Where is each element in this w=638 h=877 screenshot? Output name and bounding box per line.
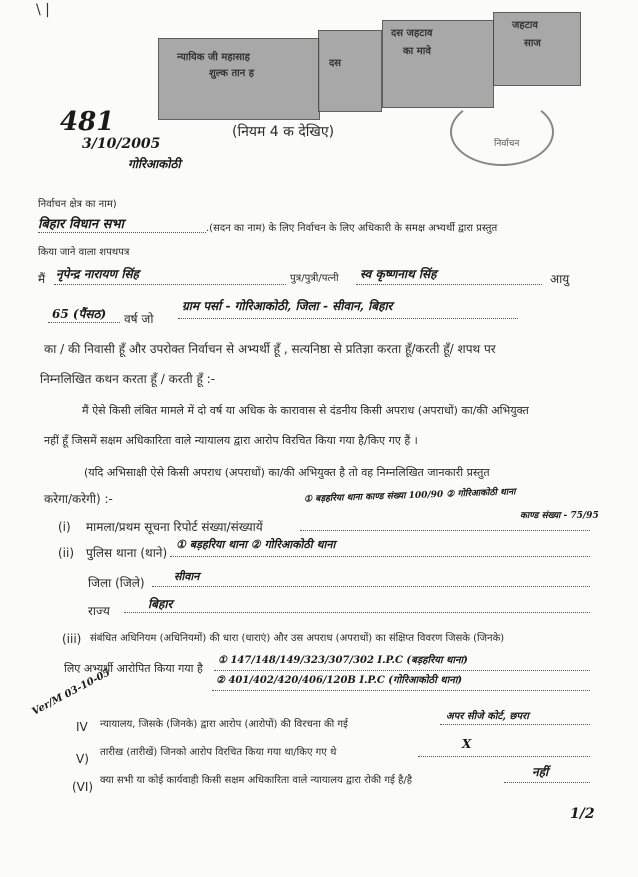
item-iii-label-2: लिए अभ्यर्थी आरोपित किया गया है — [64, 662, 203, 675]
item-iv-line — [440, 724, 590, 725]
item-iii-line-2 — [212, 690, 590, 691]
statement-para-2a: (यदि अभिसाक्षी ऐसे किसी अपराध (अपराधों) का/की अभियुक्त है तो वह निम्नलिखित जानकारी प्रस्तुत — [84, 466, 490, 479]
district-label: जिला (जिले) — [88, 576, 145, 590]
item-vi-label: क्या सभी या कोई कार्यवाही किसी सक्षम अधिकारिता वाले न्यायालय द्वारा रोकी गई है/है — [100, 775, 413, 786]
statement-para-2b: करेगा/करेगी) :- — [44, 492, 113, 506]
handwritten-place: गोरिआकोठी — [128, 157, 181, 171]
relation-label: पुत्र/पुत्री/पत्नी — [290, 273, 339, 284]
item-iii-label: संबंधित अधिनियम (अधिनियमों) की धारा (धाराएं) और उस अपराध (अपराधों) का संक्षिप्त विवरण जिसके (जिनके) — [90, 633, 505, 644]
court-fee-stamp-3 — [382, 20, 494, 108]
name-line — [54, 284, 286, 285]
item-i-value-2: काण्ड संख्या - 75/95 — [520, 511, 599, 521]
item-v-label: तारीख (तारीखें) जिनको आरोप विरचित किया गया था/किए गए थे — [100, 747, 337, 758]
item-iv-value: अपर सीजे कोर्ट, छपरा — [446, 711, 529, 722]
rule-heading: (नियम 4 क देखिए) — [232, 124, 335, 140]
stamp-subtext: का मावे — [403, 46, 431, 57]
item-vi-line — [504, 782, 590, 783]
statement-para-1a: मैं ऐसे किसी लंबित मामले में दो वर्ष या अधिक के कारावास से दंडनीय किसी अपराध (अपराधों) का/की अभियुक्त — [82, 404, 529, 417]
house-rest: .(सदन का नाम) के लिए निर्वाचन के लिए अधिकारी के समक्ष अभ्यर्थी द्वारा प्रस्तुत — [206, 223, 498, 234]
item-ii-value: ① बड़हरिया थाना ② गोरिआकोठी थाना — [176, 538, 336, 551]
stamp-text: न्यायिक जी महासाह — [177, 52, 250, 63]
stamp-text: दस जहटाव — [391, 28, 433, 39]
court-fee-stamp-2 — [318, 30, 382, 112]
item-v-value: X — [462, 737, 472, 751]
stamp-text: दस — [329, 58, 342, 69]
item-vi-number: (VI) — [72, 780, 94, 794]
district-line — [152, 586, 590, 587]
item-iv-number: IV — [76, 720, 88, 734]
handwritten-date: 3/10/2005 — [82, 136, 161, 152]
court-fee-stamp-4 — [493, 12, 581, 86]
house-name: बिहार विधान सभा — [38, 217, 124, 232]
item-ii-line — [170, 556, 590, 557]
item-i-value: ① बड़हरिया थाना काण्ड संख्या 100/90 ② गोरिआकोठी थाना — [303, 487, 516, 505]
item-iii-value: ① 147/148/149/323/307/302 I.P.C (बड़हरिया थाना) — [218, 655, 468, 666]
state-label: राज्य — [88, 604, 110, 618]
district-value: सीवान — [174, 570, 200, 583]
item-ii-label: पुलिस थाना (थाने) — [86, 546, 168, 560]
state-value: बिहार — [148, 597, 173, 611]
candidate-name: नृपेन्द्र नारायण सिंह — [56, 267, 139, 281]
statement-para-1b: नहीं हूँ जिसमें सक्षम अधिकारिता वाले न्यायालय द्वारा आरोप विरचित किया गया है/किए गए हैं । — [44, 434, 418, 447]
stamp-subtext: साज — [524, 38, 541, 49]
item-iv-label: न्यायालय, जिसके (जिनके) द्वारा आरोप (आरोपों) की विरचना की गई — [100, 719, 348, 730]
constituency-label: निर्वाचन क्षेत्र का नाम) — [38, 199, 117, 210]
age-label: आयु — [550, 272, 570, 286]
serial-number: 481 — [60, 107, 115, 137]
seal-text: निर्वाचन — [494, 139, 520, 149]
item-iii-line — [214, 670, 590, 671]
stamp-text: जहटाव — [512, 20, 538, 31]
father-line — [356, 284, 542, 285]
affirmation-line: का / की निवासी हूँ और उपरोक्त निर्वाचन से अभ्यर्थी हूँ , सत्यनिष्ठा से प्रतिज्ञा करता हूँ/करती हूँ/ शपथ पर — [44, 342, 496, 356]
official-seal — [450, 98, 554, 166]
address-line — [178, 318, 518, 319]
father-name: स्व कृष्णनाथ सिंह — [360, 267, 437, 281]
item-i-number: (i) — [58, 520, 71, 534]
item-iii-value-2: ② 401/402/420/406/120B I.P.C (गोरिआकोठी थाना) — [216, 675, 463, 686]
age-line — [48, 322, 120, 323]
margin-verification: Ver/M 03-10-05 — [30, 667, 113, 718]
page-number: 1/2 — [570, 806, 595, 822]
state-line — [124, 612, 590, 613]
item-i-line — [300, 530, 590, 531]
punch-mark: \ | — [36, 2, 50, 18]
item-ii-number: (ii) — [58, 546, 75, 560]
court-fee-stamp-1 — [158, 38, 320, 120]
item-v-number: V) — [76, 752, 89, 766]
address-value: ग्राम पर्सा - गोरिआकोठी, जिला - सीवान, बिहार — [182, 299, 393, 313]
affidavit-label: किया जाने वाला शपथपत्र — [38, 247, 130, 258]
house-line — [38, 232, 206, 233]
item-vi-value: नहीं — [532, 765, 549, 779]
statement-intro: निम्नलिखित कथन करता हूँ / करती हूँ :- — [40, 372, 216, 386]
age-value: 65 (पैंसठ) — [52, 307, 107, 321]
year-label: वर्ष जो — [124, 312, 154, 326]
stamp-subtext: शुल्क तान ह — [209, 68, 255, 79]
item-iii-number: (iii) — [62, 632, 82, 646]
me-prefix: मैं — [38, 272, 46, 286]
item-i-label: मामला/प्रथम सूचना रिपोर्ट संख्या/संख्यायें — [86, 520, 263, 534]
item-v-line — [418, 756, 590, 757]
